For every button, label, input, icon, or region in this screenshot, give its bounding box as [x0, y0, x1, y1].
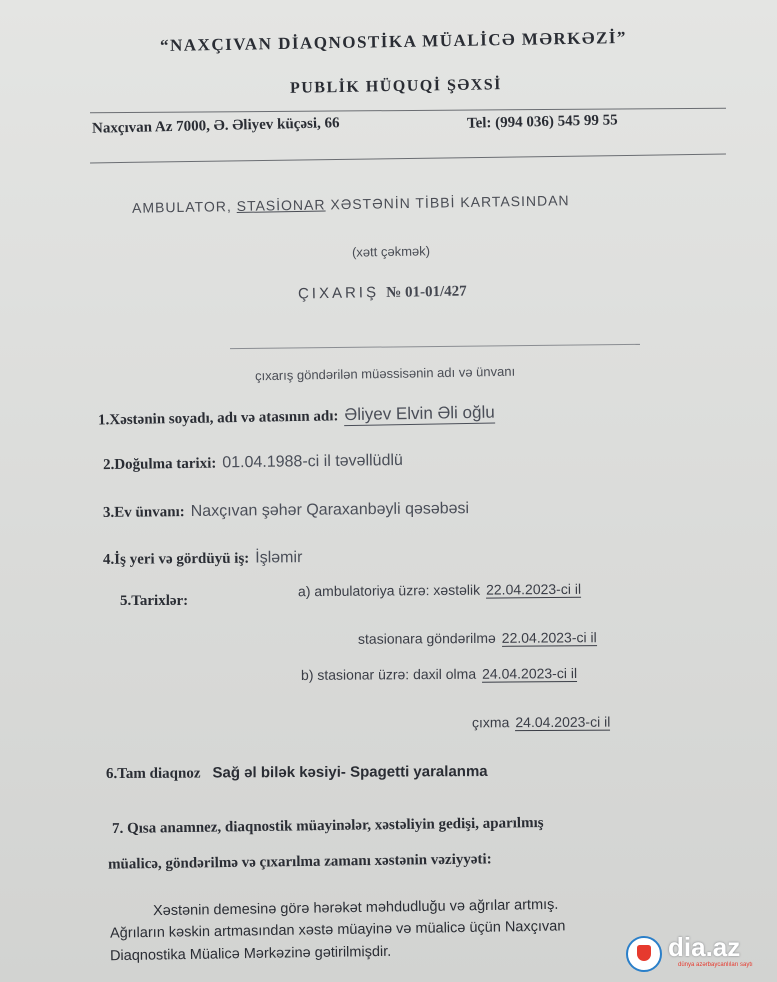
- body-line-1: Xəstənin demesinə görə hərəkət məhdudluğu və ağrılar artmış.: [152, 896, 559, 920]
- org-name: “NAXÇIVAN DİAQNOSTİKA MÜALİCƏ MƏRKƏZİ”: [159, 27, 628, 56]
- dates-label-wrap: [120, 592, 188, 610]
- dates-sent-value: 22.04.2023-ci il: [501, 629, 597, 646]
- work-value: İşləmir: [255, 549, 303, 567]
- institution-line: [230, 344, 640, 349]
- field-diagnosis: [106, 763, 488, 783]
- dates-ambulatory: [298, 581, 581, 600]
- name-value: Əliyev Elvin Əli oğlu: [344, 402, 495, 425]
- work-label: 4.İş yeri və gördüyü iş:: [102, 550, 250, 568]
- dates-sent-label: stasionara göndərilmə: [357, 629, 496, 647]
- dia-az-watermark: [626, 930, 766, 976]
- diag-value: Sağ əl bilək kəsiyi- Spagetti yaralanma: [212, 763, 488, 782]
- field-birth: [103, 452, 403, 474]
- name-label: 1.Xəstənin soyadı, adı və atasının adı:: [97, 408, 339, 429]
- title-part-ambulator: AMBULATOR,: [131, 197, 237, 216]
- dates-label: 5.Tarixlər:: [120, 593, 189, 609]
- extract-heading: [298, 283, 467, 304]
- org-type: PUBLİK HÜQUQİ ŞƏXSİ: [289, 76, 503, 97]
- body-line-3: Diaqnostika Müalicə Mərkəzinə gətirilmişdir.: [109, 943, 392, 965]
- title-part-stasionar: STASİONAR: [236, 196, 326, 214]
- dia-az-logo-text: dia.az: [668, 932, 741, 962]
- dia-az-logo-icon: [626, 936, 662, 972]
- dates-a-value: 22.04.2023-ci il: [486, 580, 582, 598]
- strike-note: (xətt çəkmək): [351, 243, 431, 260]
- document-title: [132, 192, 570, 216]
- field-work: [103, 549, 303, 569]
- anamnez-line-2: müalicə, göndərilmə və çıxarılma zamanı xəstənin vəziyyəti:: [107, 851, 492, 873]
- org-address: Naxçıvan Az 7000, Ə. Əliyev küçəsi, 66: [91, 115, 340, 137]
- dates-out: [472, 714, 610, 732]
- anamnez-line-1: 7. Qısa anamnez, diaqnostik müayinələr, xəstəliyin gedişi, aparılmış: [111, 814, 544, 838]
- institution-caption: çıxarış göndərilən müəssisənin adı və ünvanı: [254, 363, 516, 384]
- address-value: Naxçıvan şəhər Qaraxanbəyli qəsəbəsi: [190, 500, 470, 520]
- birth-label: 2.Doğulma tarixi:: [102, 455, 217, 474]
- birth-value: 01.04.1988-ci il təvəllüdlü: [222, 451, 403, 472]
- dates-out-value: 24.04.2023-ci il: [515, 713, 611, 731]
- dates-a-label: a) ambulatoriya üzrə: xəstəlik: [297, 581, 481, 600]
- dates-out-label: çıxma: [471, 714, 510, 731]
- dates-sent: [358, 629, 597, 648]
- field-name: [98, 403, 495, 431]
- body-line-2: Ağrıların kəskin artmasından xəstə müayinə və müalicə üçün Naxçıvan: [109, 918, 566, 942]
- address-label: 3.Ev ünvanı:: [102, 504, 185, 521]
- dates-stationary: [301, 665, 577, 684]
- dia-az-tagline: dünya azərbaycanlıları saytı: [678, 962, 753, 968]
- diag-label: 6.Tam diaqnoz: [105, 765, 201, 782]
- org-phone: Tel: (994 036) 545 99 55: [466, 112, 618, 132]
- dates-b-value: 24.04.2023-ci il: [482, 665, 578, 682]
- field-address: [103, 500, 469, 522]
- extract-number: № 01-01/427: [386, 283, 467, 301]
- dates-b-label: b) stasionar üzrə: daxil olma: [300, 665, 477, 683]
- header-divider-top: [90, 108, 726, 113]
- header-divider-bottom: [90, 154, 726, 164]
- extract-label: ÇIXARIŞ: [297, 284, 380, 303]
- title-part-rest: XƏSTƏNİN TİBBİ KARTASINDAN: [325, 192, 570, 213]
